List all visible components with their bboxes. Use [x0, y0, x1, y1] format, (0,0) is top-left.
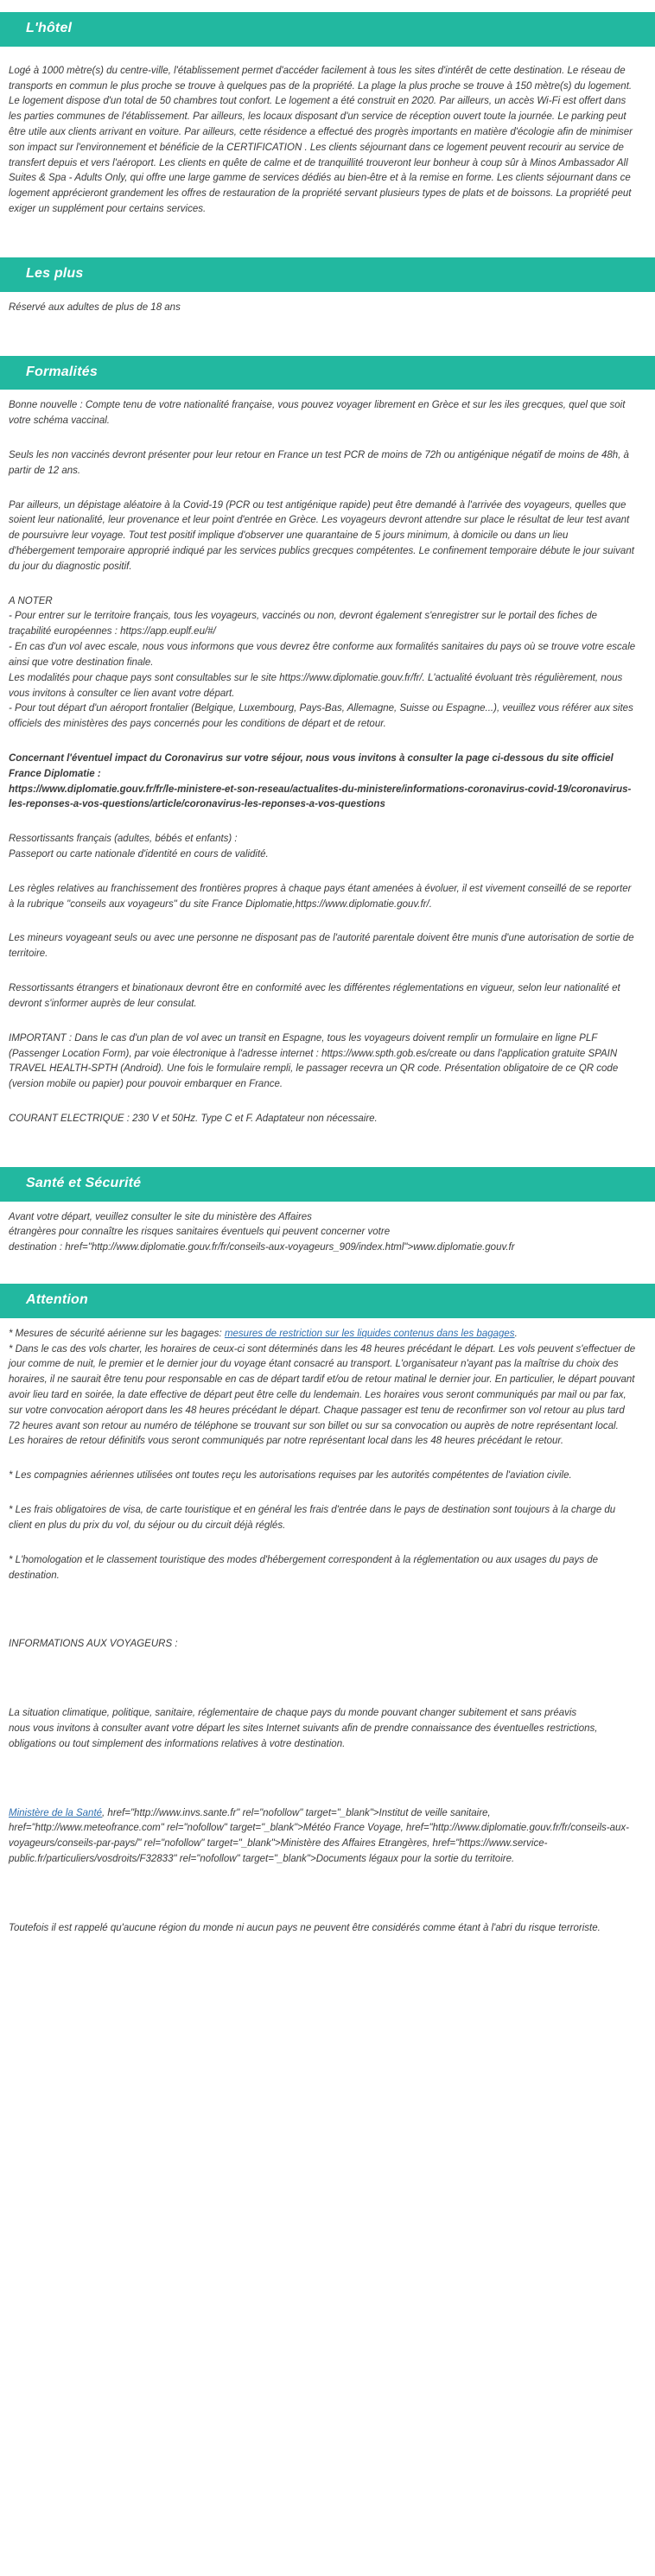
spacer: [9, 1663, 636, 1706]
spacer: [9, 1878, 636, 1921]
section-body-hotel: [0, 47, 655, 218]
spacer: [9, 490, 636, 498]
section-header-attention: Attention: [0, 1284, 655, 1318]
attention-bagages-suffix: .: [514, 1328, 518, 1339]
attention-terrorisme-note: Toutefois il est rappelé qu'aucune région du monde ni aucun pays ne peuvent être considérés comme étant à l'abri du risque terroriste.: [9, 1922, 601, 1933]
spacer: [9, 973, 636, 981]
formalites-note-line-1: - Pour entrer sur le territoire français, tous les voyageurs, vaccinés ou non, devront également s'enregistrer sur le portail des fiches de traçabilité européennes : https://app.euplf.eu/#/: [9, 611, 601, 638]
attention-links-paragraph: [9, 1806, 636, 1868]
spacer: [9, 1202, 636, 1210]
spacer: [9, 1594, 636, 1637]
sante-line-2: étrangères pour connaître les risques sanitaires éventuels qui peuvent concerner votre: [9, 1227, 391, 1238]
spacer: [9, 1494, 636, 1503]
spacer: [0, 1138, 655, 1167]
attention-bagages-line: [9, 1327, 636, 1342]
attention-voyageurs-title: INFORMATIONS AUX VOYAGEURS :: [9, 1639, 178, 1650]
formalites-note-line-2: - En cas d'un vol avec escale, nous vous informons que vous devrez être conforme aux formalités sanitaires du pays où se trouve votre escale ainsi que votre destination finale.: [9, 642, 639, 668]
formalites-ressortissants-doc: Passeport ou carte nationale d'identité en cours de validité.: [9, 849, 269, 860]
section-body-attention: [0, 1318, 655, 1937]
attention-paragraph-7: La situation climatique, politique, sanitaire, réglementaire de chaque pays du monde pouvant changer subitement et sans préavis: [9, 1708, 577, 1719]
section-header-hotel: L'hôtel: [0, 12, 655, 47]
spacer: [9, 586, 636, 594]
attention-paragraph-2: * Dans le cas des vols charter, les horaires de ceux-ci sont déterminés dans les 48 heures précédant le départ. Les vols peuvent s'effectuer de jour comme de nuit, le premier et le dernier jour du voyage étant consacré au transport. L'organisateur n'ayant pas la maîtrise du choix des horaires, il ne saurait être tenu pour responsable en cas de départ tardif et/ou de retour matinal le dernier jour. En particulier, le départ pouvant avoir lieu tard en soirée, la date effective de départ peut être celle du lendemain. Les horaires vous seront communiqués par mail ou par fax, sur votre convocation aéroport dans les 48 heures précédant le départ. Chaque passager est tenu de reconfirmer son vol retour au plus tard 72 heures avant son retour au numéro de téléphone se trouvant sur son billet ou sur sa convocation ou auprès de notre représentant local. Les horaires de retour définitifs vous seront communiqués par notre représentant local dans les 48 heures précédant le retour.: [9, 1343, 639, 1447]
section-body-formalites: [0, 390, 655, 1126]
formalites-paragraph-3: Par ailleurs, un dépistage aléatoire à la Covid-19 (PCR ou test antigénique rapide) peut être demandé à l'arrivée des voyageurs, quelles que soient leur nationalité, leur provenance et leur point d'entrée en Grèce. Les voyageurs devront attendre sur place le résultat de leur test avant de poursuivre leur voyage. Tout test positif implique d'observer une quarantaine de 5 jours minimum, à domicile ou dans un lieu d'hébergement temporaire approprié indiqué par les services publics grecques compétentes. Le confinement temporaire débute le jour suivant du jour du diagnostic positif.: [9, 499, 638, 572]
formalites-paragraph-10: IMPORTANT : Dans le cas d'un plan de vol avec un transit en Espagne, tous les voyageurs doivent remplir un formulaire en ligne PLF (Passenger Location Form), par voie électronique à l'adresse internet : https://www.spth.gob.es/create ou dans l'application gratuite SPAIN TRAVEL HEALTH-SPTH (Android). Une fois le formulaire rempli, le passager recevra un QR code. Présentation obligatoire de ce QR code (version mobile ou papier) pour pouvoir embarquer en France.: [9, 1032, 621, 1090]
spacer: [9, 1023, 636, 1031]
spacer: [9, 1318, 636, 1327]
section-body-les-plus: [0, 292, 655, 316]
ministere-sante-link[interactable]: Ministère de la Santé: [9, 1807, 103, 1818]
spacer: [9, 743, 636, 752]
sante-line-3: destination : href="http://www.diplomatie.gouv.fr/fr/conseils-aux-voyageurs_909/index.html">www.diplomatie.gouv.fr: [9, 1242, 515, 1253]
spacer: [9, 390, 636, 398]
spacer: [0, 1266, 655, 1284]
formalites-note-line-4: - Pour tout départ d'un aéroport frontalier (Belgique, Luxembourg, Pays-Bas, Allemagne, Suisse ou Espagne...), veuillez vous référer aux sites officiels des ministères des pays concernés pour les conditions de départ et de retour.: [9, 703, 637, 730]
spacer: [9, 292, 636, 301]
formalites-note-line-3: Les modalités pour chaque pays sont consultables sur le site https://www.diplomatie.gouv.fr/fr/. L'actualité évoluant très régulièrement, nous vous invitons à consulter ce lien avant votre départ.: [9, 672, 626, 699]
spacer: [9, 1545, 636, 1553]
spacer: [9, 55, 636, 64]
spacer: [9, 1103, 636, 1112]
section-header-les-plus: Les plus: [0, 257, 655, 292]
spacer: [9, 823, 636, 832]
formalites-paragraph-9: Ressortissants étrangers et binationaux devront être en conformité avec les différentes réglementations en vigueur, selon leur nationalité et devront s'informer auprès de leur consulat.: [9, 983, 623, 1009]
liquides-restriction-link[interactable]: mesures de restriction sur les liquides contenus dans les bagages: [224, 1328, 515, 1339]
attention-links-rest: , href="http://www.invs.sante.fr" rel="nofollow" target="_blank">Institut de veille sanitaire, href="http://www.meteofrance.com" rel="nofollow" target="_blank">Météo France Voyage, href="http://www.diplomatie.gouv.fr/fr/conseils-aux-voyageurs/conseils-par-pays/" rel="nofollow" target="_blank">Ministère des Affaires Etrangères, href="https://www.service-public.fr/particuliers/vosdroits/F32833" rel="nofollow" target="_blank">Documents légaux pour la sortie du territoire.: [9, 1807, 629, 1865]
les-plus-description: Réservé aux adultes de plus de 18 ans: [9, 301, 181, 313]
formalites-paragraph-11: COURANT ELECTRIQUE : 230 V et 50Hz. Type C et F. Adaptateur non nécessaire.: [9, 1113, 378, 1124]
spacer: [0, 228, 655, 257]
formalites-coronavirus-link[interactable]: https://www.diplomatie.gouv.fr/fr/le-ministere-et-son-reseau/actualites-du-ministere/informations-coronavirus-covid-19/coronavirus-les-reponses-a-vos-questions/article/coronavirus-les-reponses-a-vos-questions: [9, 784, 632, 810]
attention-bagages-prefix: * Mesures de sécurité aérienne sur les bagages:: [9, 1328, 225, 1339]
formalites-coronavirus-intro: Concernant l'éventuel impact du Coronavirus sur votre séjour, nous vous invitons à consulter la page ci-dessous du site officiel France Diplomatie :: [9, 752, 616, 779]
formalites-paragraph-8: Les mineurs voyageant seuls ou avec une personne ne disposant pas de l'autorité parentale doivent être munis d'une autorisation de sortie de territoire.: [9, 933, 637, 960]
attention-paragraph-4: * Les frais obligatoires de visa, de carte touristique et en général les frais d'entrée dans le pays de destination sont toujours à la charge du client en plus du prix du vol, du séjour ou du circuit déjà réglés.: [9, 1505, 619, 1531]
section-header-sante-securite: Santé et Sécurité: [0, 1167, 655, 1202]
spacer: [9, 873, 636, 882]
attention-paragraph-3: * Les compagnies aériennes utilisées ont toutes reçu les autorisations requises par les autorités compétentes de l'aviation civile.: [9, 1470, 572, 1482]
section-body-sante-securite: [0, 1202, 655, 1256]
spacer: [9, 1460, 636, 1469]
formalites-paragraph-1: Bonne nouvelle : Compte tenu de votre nationalité française, vous pouvez voyager librement en Grèce et sur les iles grecques, quel que soit votre schéma vaccinal.: [9, 400, 628, 427]
formalites-paragraph-2: Seuls les non vaccinés devront présenter pour leur retour en France un test PCR de moins de 72h ou antigénique négatif de moins de 48h, à partir de 12 ans.: [9, 449, 633, 476]
hotel-description: Logé à 1000 mètre(s) du centre-ville, l'établissement permet d'accéder facilement à tous les sites d'intérêt de cette destination. Le réseau de transports en commun le plus proche se trouve à quelques pas de la propriété. La plage la plus proche se trouve à 150 mètre(s) du logement. Le logement dispose d'un total de 50 chambres tout confort. Le logement a été construit en 2020. Par ailleurs, un accès Wi-Fi est offert dans les parties communes de l'établissement. Par ailleurs, les locaux disposant d'un service de réception ouvert toute la journée. Le parking peut être utile aux clients arrivant en voiture. Par ailleurs, cette résidence a effectué des progrès importants en matière d'écologie afin de minimiser son impact sur l'environnement et bénéficie de la CERTIFICATION . Les clients séjournant dans ce logement peuvent recourir au service de transfert depuis et vers l'aéroport. Les clients en quête de calme et de tranquillité trouveront leur bonheur à coup sûr à Minos Ambassador All Suites & Spa - Adults Only, qui offre une large gamme de services dédiés au bien-être et à la remise en forme. Les clients séjournant dans ce logement apprécieront grandement les offres de restauration de la propriété servant plusieurs types de plats et de boissons. La propriété peut exiger un supplément pour certains services.: [9, 65, 636, 215]
top-spacer: [0, 0, 655, 12]
formalites-note-title: A NOTER: [9, 595, 53, 606]
spacer: [9, 923, 636, 931]
formalites-paragraph-7: Les règles relatives au franchissement des frontières propres à chaque pays étant amenées à évoluer, il est vivement conseillé de se reporter à la rubrique "conseils aux voyageurs" du site France Diplomatie,https://www.diplomatie.gouv.fr/.: [9, 883, 634, 910]
attention-paragraph-8: nous vous invitons à consulter avant votre départ les sites Internet suivants afin de prendre connaissance des éventuelles restrictions, obligations ou tout simplement des informations relatives à votre destination.: [9, 1723, 601, 1749]
formalites-ressortissants-title: Ressortissants français (adultes, bébés et enfants) :: [9, 834, 238, 845]
section-header-formalites: Formalités: [0, 356, 655, 390]
attention-paragraph-5: * L'homologation et le classement touristique des modes d'hébergement correspondent à la réglementation ou aux usages du pays de destination.: [9, 1554, 601, 1581]
spacer: [0, 327, 655, 356]
spacer: [9, 1763, 636, 1806]
sante-line-1: Avant votre départ, veuillez consulter le site du ministère des Affaires: [9, 1211, 312, 1222]
spacer: [9, 440, 636, 448]
